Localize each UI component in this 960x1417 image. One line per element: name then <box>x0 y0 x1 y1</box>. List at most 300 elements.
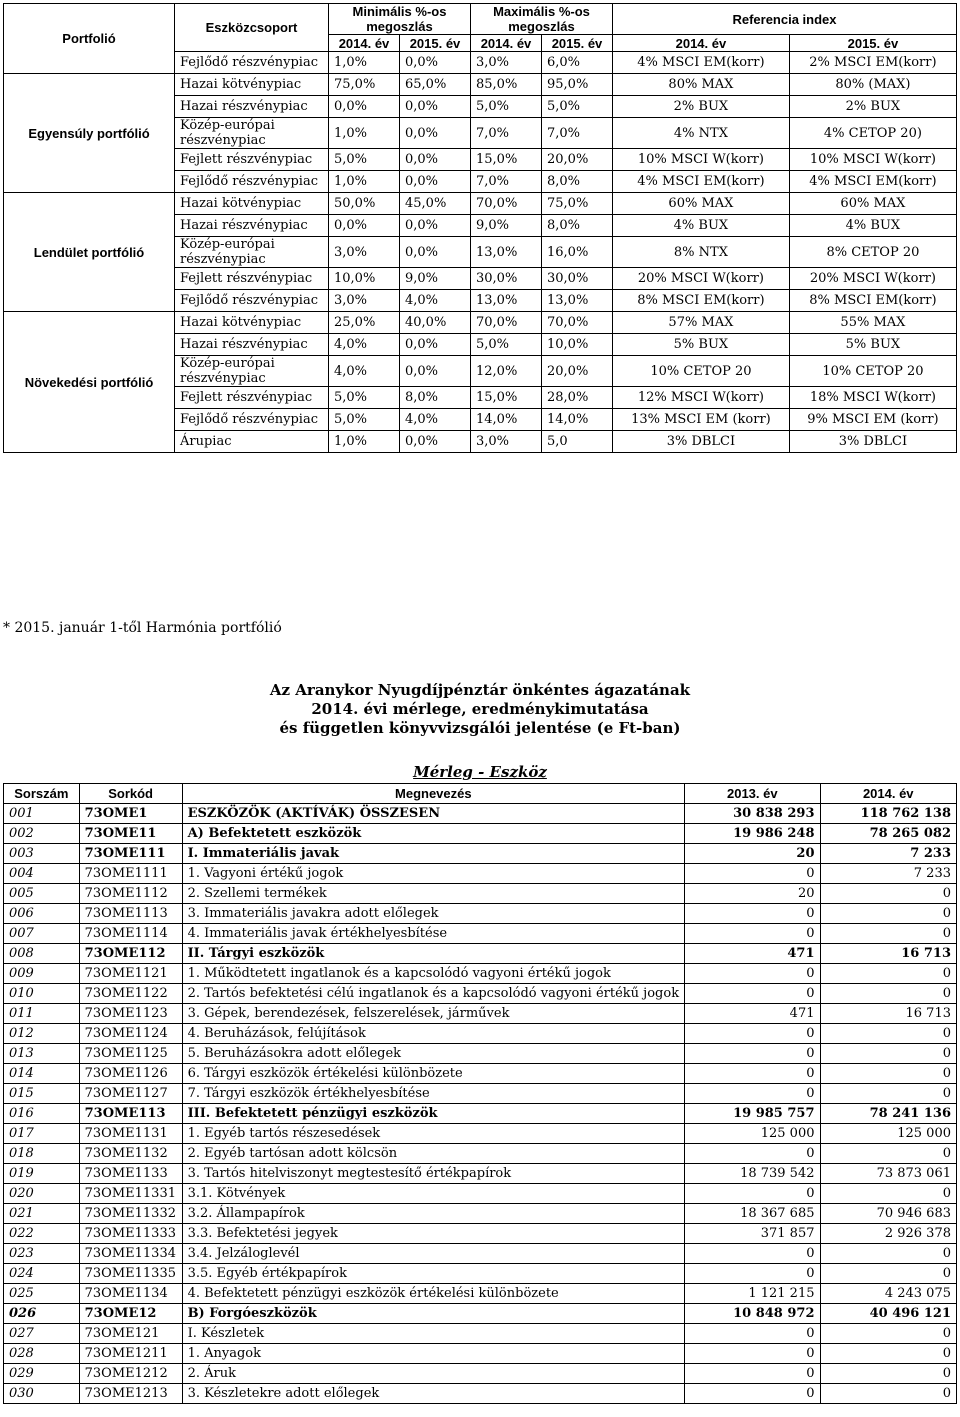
alloc-ref15: 18% MSCI W(korr) <box>789 387 956 409</box>
balance-y2014: 0 <box>820 984 957 1004</box>
balance-idx: 005 <box>4 884 80 904</box>
balance-name: 2. Szellemi termékek <box>182 884 685 904</box>
alloc-min14: 0,0% <box>329 96 400 118</box>
alloc-ref14: 8% MSCI EM(korr) <box>613 290 790 312</box>
balance-y2013: 20 <box>685 884 820 904</box>
alloc-max15: 7,0% <box>542 118 613 149</box>
alloc-min14: 4,0% <box>329 334 400 356</box>
alloc-max15: 8,0% <box>542 171 613 193</box>
alloc-ref14: 13% MSCI EM (korr) <box>613 409 790 431</box>
balance-code: 73OME1113 <box>79 904 182 924</box>
balance-y2013: 0 <box>685 1384 820 1404</box>
asset-name: Fejlett részvénypiac <box>175 149 329 171</box>
alloc-max15: 10,0% <box>542 334 613 356</box>
asset-name: Árupiac <box>175 431 329 453</box>
balance-idx: 019 <box>4 1164 80 1184</box>
asset-name: Hazai kötvénypiac <box>175 312 329 334</box>
header-max-2015: 2015. év <box>542 35 613 52</box>
alloc-max14: 12,0% <box>471 356 542 387</box>
balance-row <box>4 884 957 904</box>
balance-y2014: 0 <box>820 904 957 924</box>
balance-y2013: 125 000 <box>685 1124 820 1144</box>
alloc-ref14: 10% CETOP 20 <box>613 356 790 387</box>
alloc-ref15: 80% (MAX) <box>789 74 956 96</box>
balance-y2013: 30 838 293 <box>685 804 820 824</box>
alloc-max15: 13,0% <box>542 290 613 312</box>
balance-y2014: 0 <box>820 1084 957 1104</box>
balance-code: 73OME1125 <box>79 1044 182 1064</box>
asset-name: Fejlett részvénypiac <box>175 268 329 290</box>
alloc-row <box>4 312 957 334</box>
header-max-2014: 2014. év <box>471 35 542 52</box>
balance-row <box>4 984 957 1004</box>
balance-y2014: 40 496 121 <box>820 1304 957 1324</box>
balance-idx: 027 <box>4 1324 80 1344</box>
alloc-min14: 3,0% <box>329 237 400 268</box>
balance-y2014: 16 713 <box>820 944 957 964</box>
alloc-ref15: 3% DBLCI <box>789 431 956 453</box>
alloc-ref14: 10% MSCI W(korr) <box>613 149 790 171</box>
alloc-ref14: 8% NTX <box>613 237 790 268</box>
balance-y2014: 0 <box>820 964 957 984</box>
alloc-min15: 0,0% <box>400 431 471 453</box>
balance-name: 1. Vagyoni értékű jogok <box>182 864 685 884</box>
balance-y2013: 0 <box>685 864 820 884</box>
alloc-min14: 75,0% <box>329 74 400 96</box>
balance-y2013: 19 985 757 <box>685 1104 820 1124</box>
alloc-max15: 8,0% <box>542 215 613 237</box>
balance-row <box>4 864 957 884</box>
header-ref-2014: 2014. év <box>613 35 790 52</box>
balance-y2014: 78 265 082 <box>820 824 957 844</box>
alloc-min14: 3,0% <box>329 290 400 312</box>
balance-name: 3.5. Egyéb értékpapírok <box>182 1264 685 1284</box>
balance-sheet-table <box>3 783 957 1404</box>
alloc-max15: 16,0% <box>542 237 613 268</box>
balance-code: 73OME113 <box>79 1104 182 1124</box>
balance-name: 6. Tárgyi eszközök értékelési különbözete <box>182 1064 685 1084</box>
balance-y2014: 0 <box>820 1024 957 1044</box>
balance-code: 73OME121 <box>79 1324 182 1344</box>
asset-name: Hazai részvénypiac <box>175 96 329 118</box>
balance-row <box>4 1044 957 1064</box>
alloc-min15: 65,0% <box>400 74 471 96</box>
balance-y2013: 0 <box>685 1344 820 1364</box>
alloc-ref15: 4% BUX <box>789 215 956 237</box>
balance-y2014: 73 873 061 <box>820 1164 957 1184</box>
balance-y2013: 0 <box>685 1144 820 1164</box>
alloc-min15: 0,0% <box>400 334 471 356</box>
alloc-ref15: 55% MAX <box>789 312 956 334</box>
alloc-max14: 3,0% <box>471 431 542 453</box>
balance-idx: 022 <box>4 1224 80 1244</box>
balance-y2014: 0 <box>820 1244 957 1264</box>
balance-name: 2. Egyéb tartósan adott kölcsön <box>182 1144 685 1164</box>
alloc-max14: 15,0% <box>471 149 542 171</box>
portfolio-allocation-table <box>3 3 957 453</box>
balance-y2014: 0 <box>820 924 957 944</box>
balance-y2013: 10 848 972 <box>685 1304 820 1324</box>
balance-name: 3. Készletekre adott előlegek <box>182 1384 685 1404</box>
balance-idx: 003 <box>4 844 80 864</box>
balance-idx: 016 <box>4 1104 80 1124</box>
balance-idx: 007 <box>4 924 80 944</box>
alloc-min15: 4,0% <box>400 290 471 312</box>
balance-idx: 026 <box>4 1304 80 1324</box>
alloc-ref15: 8% MSCI EM(korr) <box>789 290 956 312</box>
balance-y2013: 471 <box>685 944 820 964</box>
balance-idx: 012 <box>4 1024 80 1044</box>
balance-idx: 008 <box>4 944 80 964</box>
balance-row <box>4 1384 957 1404</box>
balance-code: 73OME1121 <box>79 964 182 984</box>
alloc-ref15: 10% CETOP 20 <box>789 356 956 387</box>
balance-code: 73OME111 <box>79 844 182 864</box>
header-ref-2015: 2015. év <box>789 35 956 52</box>
balance-y2014: 16 713 <box>820 1004 957 1024</box>
balance-idx: 025 <box>4 1284 80 1304</box>
alloc-max14: 15,0% <box>471 387 542 409</box>
alloc-ref15: 4% CETOP 20) <box>789 118 956 149</box>
balance-name: 1. Anyagok <box>182 1344 685 1364</box>
portfolio-name: Növekedési portfólió <box>4 312 175 453</box>
balance-y2013: 19 986 248 <box>685 824 820 844</box>
balance-code: 73OME1126 <box>79 1064 182 1084</box>
balance-title <box>0 763 960 781</box>
balance-code: 73OME11331 <box>79 1184 182 1204</box>
balance-y2013: 0 <box>685 1184 820 1204</box>
balance-row <box>4 924 957 944</box>
balance-y2013: 0 <box>685 1024 820 1044</box>
balance-name: B) Forgóeszközök <box>182 1304 685 1324</box>
alloc-min14: 4,0% <box>329 356 400 387</box>
balance-row <box>4 1364 957 1384</box>
alloc-max14: 7,0% <box>471 171 542 193</box>
alloc-min15: 4,0% <box>400 409 471 431</box>
balance-row <box>4 1324 957 1344</box>
balance-code: 73OME1131 <box>79 1124 182 1144</box>
balance-name: III. Befektetett pénzügyi eszközök <box>182 1104 685 1124</box>
balance-code: 73OME1132 <box>79 1144 182 1164</box>
alloc-max15: 95,0% <box>542 74 613 96</box>
alloc-max15: 5,0% <box>542 96 613 118</box>
asset-name: Hazai részvénypiac <box>175 215 329 237</box>
balance-y2013: 18 739 542 <box>685 1164 820 1184</box>
balance-name: 2. Áruk <box>182 1364 685 1384</box>
balance-row <box>4 1084 957 1104</box>
asset-name: Hazai részvénypiac <box>175 334 329 356</box>
asset-name: Fejlődő részvénypiac <box>175 171 329 193</box>
balance-y2013: 0 <box>685 1244 820 1264</box>
alloc-max15: 20,0% <box>542 356 613 387</box>
balance-code: 73OME1133 <box>79 1164 182 1184</box>
alloc-ref15: 9% MSCI EM (korr) <box>789 409 956 431</box>
header-code: Sorkód <box>79 784 182 804</box>
balance-code: 73OME1 <box>79 804 182 824</box>
balance-name: 7. Tárgyi eszközök értékhelyesbítése <box>182 1084 685 1104</box>
balance-row <box>4 824 957 844</box>
alloc-ref14: 12% MSCI W(korr) <box>613 387 790 409</box>
balance-name: 3.1. Kötvények <box>182 1184 685 1204</box>
balance-row <box>4 844 957 864</box>
balance-name: 3.4. Jelzáloglevél <box>182 1244 685 1264</box>
alloc-min15: 40,0% <box>400 312 471 334</box>
balance-idx: 014 <box>4 1064 80 1084</box>
balance-row <box>4 1024 957 1044</box>
alloc-min14: 5,0% <box>329 387 400 409</box>
balance-code: 73OME11 <box>79 824 182 844</box>
balance-code: 73OME1123 <box>79 1004 182 1024</box>
balance-name: 4. Immateriális javak értékhelyesbítése <box>182 924 685 944</box>
header-max: Maximális %-os megoszlás <box>471 4 613 35</box>
balance-y2013: 0 <box>685 964 820 984</box>
balance-code: 73OME1211 <box>79 1344 182 1364</box>
balance-y2014: 0 <box>820 1344 957 1364</box>
balance-y2013: 0 <box>685 924 820 944</box>
balance-row <box>4 964 957 984</box>
alloc-max15: 20,0% <box>542 149 613 171</box>
alloc-max15: 30,0% <box>542 268 613 290</box>
alloc-max15: 5,0 <box>542 431 613 453</box>
alloc-ref14: 2% BUX <box>613 96 790 118</box>
balance-row <box>4 1284 957 1304</box>
asset-name: Fejlődő részvénypiac <box>175 409 329 431</box>
balance-row <box>4 1164 957 1184</box>
balance-y2014: 118 762 138 <box>820 804 957 824</box>
balance-y2014: 2 926 378 <box>820 1224 957 1244</box>
balance-code: 73OME1212 <box>79 1364 182 1384</box>
balance-row <box>4 1304 957 1324</box>
alloc-max15: 14,0% <box>542 409 613 431</box>
alloc-min14: 1,0% <box>329 171 400 193</box>
balance-idx: 002 <box>4 824 80 844</box>
header-ref: Referencia index <box>613 4 957 35</box>
alloc-ref15: 60% MAX <box>789 193 956 215</box>
balance-name: ESZKÖZÖK (AKTÍVÁK) ÖSSZESEN <box>182 804 685 824</box>
alloc-min14: 25,0% <box>329 312 400 334</box>
balance-row <box>4 1004 957 1024</box>
balance-name: 3. Gépek, berendezések, felszerelések, járművek <box>182 1004 685 1024</box>
balance-code: 73OME1111 <box>79 864 182 884</box>
balance-code: 73OME11332 <box>79 1204 182 1224</box>
balance-code: 73OME1122 <box>79 984 182 1004</box>
balance-code: 73OME112 <box>79 944 182 964</box>
balance-idx: 029 <box>4 1364 80 1384</box>
balance-idx: 030 <box>4 1384 80 1404</box>
balance-y2013: 0 <box>685 1364 820 1384</box>
alloc-ref15: 8% CETOP 20 <box>789 237 956 268</box>
footnote: * 2015. január 1-től Harmónia portfólió <box>3 620 282 636</box>
balance-y2014: 0 <box>820 1064 957 1084</box>
balance-y2013: 0 <box>685 984 820 1004</box>
balance-y2013: 0 <box>685 1084 820 1104</box>
balance-name: II. Tárgyi eszközök <box>182 944 685 964</box>
balance-row <box>4 1344 957 1364</box>
alloc-min15: 9,0% <box>400 268 471 290</box>
balance-name: I. Immateriális javak <box>182 844 685 864</box>
balance-name: 5. Beruházásokra adott előlegek <box>182 1044 685 1064</box>
alloc-min14: 0,0% <box>329 215 400 237</box>
alloc-max14: 85,0% <box>471 74 542 96</box>
balance-y2013: 1 121 215 <box>685 1284 820 1304</box>
min-2015: 0,0% <box>400 52 471 74</box>
alloc-min14: 10,0% <box>329 268 400 290</box>
balance-idx: 010 <box>4 984 80 1004</box>
header-name: Megnevezés <box>182 784 685 804</box>
balance-row <box>4 1204 957 1224</box>
alloc-ref14: 4% NTX <box>613 118 790 149</box>
balance-row <box>4 1104 957 1124</box>
alloc-ref15: 4% MSCI EM(korr) <box>789 171 956 193</box>
header-portfolio: Portfolió <box>4 4 175 74</box>
ref-2015: 2% MSCI EM(korr) <box>789 52 956 74</box>
balance-idx: 028 <box>4 1344 80 1364</box>
balance-name: 4. Befektetett pénzügyi eszközök értékelési különbözete <box>182 1284 685 1304</box>
ref-2014: 4% MSCI EM(korr) <box>613 52 790 74</box>
alloc-min15: 0,0% <box>400 118 471 149</box>
balance-y2013: 0 <box>685 904 820 924</box>
balance-name: 1. Egyéb tartós részesedések <box>182 1124 685 1144</box>
balance-row <box>4 1064 957 1084</box>
balance-y2013: 0 <box>685 1064 820 1084</box>
balance-y2013: 20 <box>685 844 820 864</box>
balance-y2014: 4 243 075 <box>820 1284 957 1304</box>
balance-code: 73OME1112 <box>79 884 182 904</box>
asset-name: Fejlett részvénypiac <box>175 387 329 409</box>
balance-idx: 017 <box>4 1124 80 1144</box>
balance-row <box>4 1144 957 1164</box>
balance-idx: 004 <box>4 864 80 884</box>
alloc-min15: 0,0% <box>400 149 471 171</box>
alloc-max14: 30,0% <box>471 268 542 290</box>
balance-y2014: 0 <box>820 1044 957 1064</box>
alloc-max14: 13,0% <box>471 237 542 268</box>
balance-name: A) Befektetett eszközök <box>182 824 685 844</box>
balance-name: 2. Tartós befektetési célú ingatlanok és a kapcsolódó vagyoni értékű jogok <box>182 984 685 1004</box>
alloc-row <box>4 74 957 96</box>
alloc-min14: 1,0% <box>329 431 400 453</box>
max-2015: 6,0% <box>542 52 613 74</box>
balance-code: 73OME11334 <box>79 1244 182 1264</box>
balance-name: 3. Immateriális javakra adott előlegek <box>182 904 685 924</box>
portfolio-name: Egyensúly portfólió <box>4 74 175 193</box>
balance-name: 3.2. Állampapírok <box>182 1204 685 1224</box>
balance-y2014: 0 <box>820 1384 957 1404</box>
balance-y2014: 0 <box>820 884 957 904</box>
alloc-max14: 9,0% <box>471 215 542 237</box>
alloc-max14: 7,0% <box>471 118 542 149</box>
balance-title-text: Mérleg - Eszköz <box>413 763 547 781</box>
balance-y2013: 371 857 <box>685 1224 820 1244</box>
balance-code: 73OME1114 <box>79 924 182 944</box>
asset-name: Fejlődő részvénypiac <box>175 290 329 312</box>
alloc-ref14: 57% MAX <box>613 312 790 334</box>
balance-row <box>4 1244 957 1264</box>
asset-name: Közép-európai részvénypiac <box>175 118 329 149</box>
alloc-ref15: 5% BUX <box>789 334 956 356</box>
balance-row <box>4 944 957 964</box>
balance-idx: 013 <box>4 1044 80 1064</box>
alloc-min15: 0,0% <box>400 237 471 268</box>
heading-line-2: 2014. évi mérlege, eredménykimutatása <box>311 700 649 718</box>
balance-code: 73OME1213 <box>79 1384 182 1404</box>
alloc-ref15: 10% MSCI W(korr) <box>789 149 956 171</box>
balance-y2014: 78 241 136 <box>820 1104 957 1124</box>
alloc-max14: 70,0% <box>471 312 542 334</box>
header-2014: 2014. év <box>820 784 957 804</box>
balance-idx: 001 <box>4 804 80 824</box>
header-min-2015: 2015. év <box>400 35 471 52</box>
alloc-min15: 45,0% <box>400 193 471 215</box>
balance-idx: 009 <box>4 964 80 984</box>
balance-y2014: 0 <box>820 1364 957 1384</box>
balance-y2014: 0 <box>820 1144 957 1164</box>
balance-name: I. Készletek <box>182 1324 685 1344</box>
balance-name: 1. Működtetett ingatlanok és a kapcsolódó vagyoni értékű jogok <box>182 964 685 984</box>
balance-y2013: 0 <box>685 1264 820 1284</box>
balance-idx: 018 <box>4 1144 80 1164</box>
balance-name: 3. Tartós hitelviszonyt megtestesítő értékpapírok <box>182 1164 685 1184</box>
balance-code: 73OME1124 <box>79 1024 182 1044</box>
alloc-min15: 0,0% <box>400 356 471 387</box>
header-asset-group: Eszközcsoport <box>175 4 329 52</box>
alloc-max14: 14,0% <box>471 409 542 431</box>
balance-y2014: 0 <box>820 1184 957 1204</box>
alloc-min15: 0,0% <box>400 215 471 237</box>
balance-idx: 020 <box>4 1184 80 1204</box>
balance-row <box>4 1264 957 1284</box>
balance-y2013: 0 <box>685 1324 820 1344</box>
balance-row <box>4 1184 957 1204</box>
alloc-max15: 75,0% <box>542 193 613 215</box>
alloc-min15: 8,0% <box>400 387 471 409</box>
balance-code: 73OME11335 <box>79 1264 182 1284</box>
alloc-ref14: 5% BUX <box>613 334 790 356</box>
balance-idx: 006 <box>4 904 80 924</box>
balance-y2013: 471 <box>685 1004 820 1024</box>
alloc-ref14: 4% BUX <box>613 215 790 237</box>
alloc-min14: 50,0% <box>329 193 400 215</box>
alloc-max14: 70,0% <box>471 193 542 215</box>
alloc-min14: 1,0% <box>329 118 400 149</box>
asset-name: Hazai kötvénypiac <box>175 193 329 215</box>
balance-idx: 023 <box>4 1244 80 1264</box>
asset-name: Közép-európai részvénypiac <box>175 237 329 268</box>
asset-name: Fejlődő részvénypiac <box>175 52 329 74</box>
alloc-min15: 0,0% <box>400 171 471 193</box>
alloc-min14: 5,0% <box>329 409 400 431</box>
balance-code: 73OME12 <box>79 1304 182 1324</box>
balance-y2014: 7 233 <box>820 864 957 884</box>
heading-line-3: és független könyvvizsgálói jelentése (e Ft-ban) <box>279 719 681 737</box>
alloc-max14: 13,0% <box>471 290 542 312</box>
min-2014: 1,0% <box>329 52 400 74</box>
balance-row <box>4 1124 957 1144</box>
asset-name: Hazai kötvénypiac <box>175 74 329 96</box>
alloc-max15: 70,0% <box>542 312 613 334</box>
balance-y2014: 7 233 <box>820 844 957 864</box>
balance-code: 73OME11333 <box>79 1224 182 1244</box>
alloc-min14: 5,0% <box>329 149 400 171</box>
balance-y2014: 0 <box>820 1324 957 1344</box>
alloc-ref14: 60% MAX <box>613 193 790 215</box>
header-idx: Sorszám <box>4 784 80 804</box>
balance-code: 73OME1134 <box>79 1284 182 1304</box>
alloc-ref14: 3% DBLCI <box>613 431 790 453</box>
balance-code: 73OME1127 <box>79 1084 182 1104</box>
header-min: Minimális %-os megoszlás <box>329 4 471 35</box>
header-min-2014: 2014. év <box>329 35 400 52</box>
